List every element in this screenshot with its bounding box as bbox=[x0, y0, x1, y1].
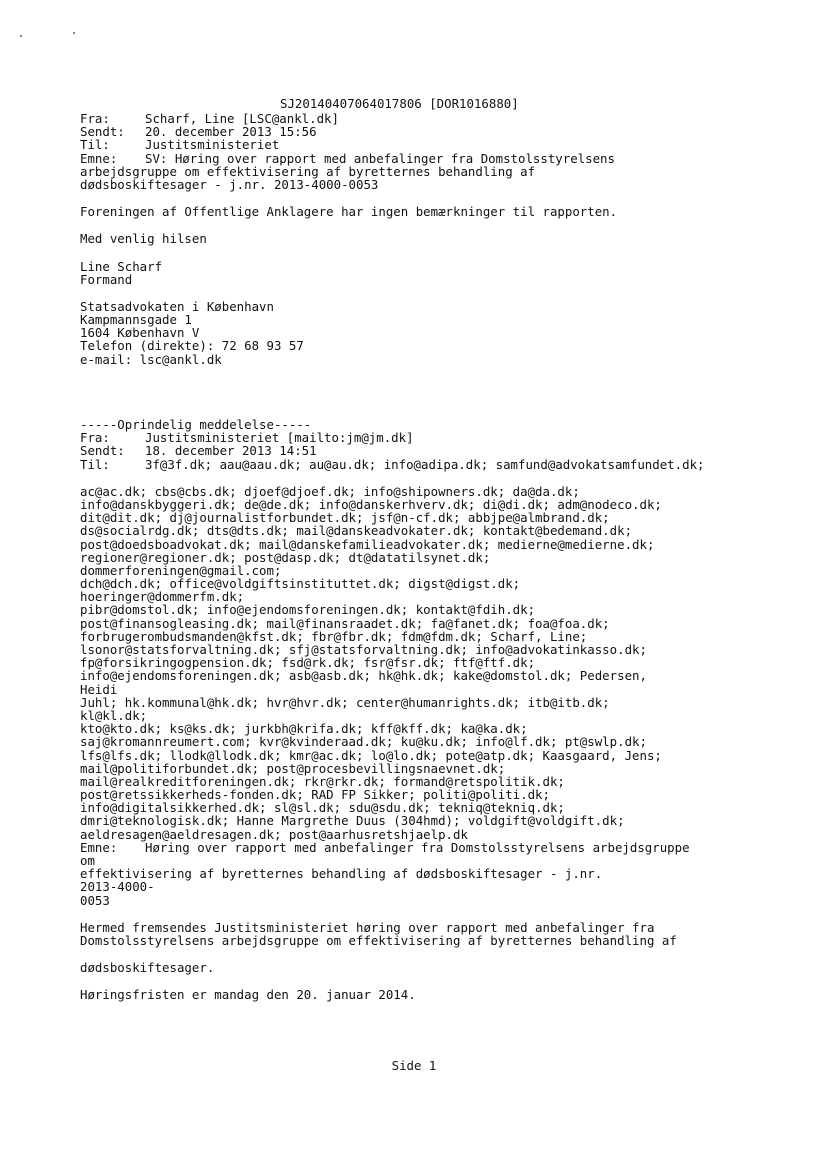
recipient-line: fp@forsikringogpension.dk; fsd@rk.dk; fsr@fsr.dk; ftf@ftf.dk; bbox=[80, 655, 536, 671]
page-number: Side 1 bbox=[391, 1058, 437, 1073]
header-value: Justitsministeriet bbox=[145, 137, 280, 153]
recipient-line: Heidi bbox=[80, 681, 118, 697]
header-value: 3f@3f.dk; aau@aau.dk; au@au.dk; info@adipa.dk; samfund@advokatsamfundet.dk; bbox=[145, 456, 705, 472]
recipient-line: info@danskbyggeri.dk; de@de.dk; info@danskerhverv.dk; di@di.dk; adm@nodeco.dk; bbox=[80, 496, 662, 512]
address-line: Kampmannsgade 1 bbox=[80, 312, 192, 328]
recipient-line: dmri@teknologisk.dk; Hanne Margrethe Duus (304hmd); voldgift@voldgift.dk; bbox=[80, 813, 625, 829]
signature-name: Line Scharf bbox=[80, 258, 163, 274]
original-email bbox=[80, 418, 800, 1002]
greeting: Med venlig hilsen bbox=[80, 231, 207, 247]
address-line: e-mail: lsc@ankl.dk bbox=[80, 351, 222, 367]
reply-body: Foreningen af Offentlige Anklagere har ingen bemærkninger til rapporten. bbox=[80, 204, 618, 220]
recipient-line: mail@politiforbundet.dk; post@procesbevillingsnaevnet.dk; bbox=[80, 760, 506, 776]
body-line: dødsboskiftesager. bbox=[80, 960, 215, 976]
scan-speck bbox=[73, 32, 75, 34]
header-key: Sendt: bbox=[80, 443, 125, 459]
recipient-line: mail@realkreditforeningen.dk; rkr@rkr.dk; formand@retspolitik.dk; bbox=[80, 773, 565, 789]
header-value: 18. december 2013 14:51 bbox=[145, 443, 317, 459]
recipient-line: forbrugerombudsmanden@kfst.dk; fbr@fbr.dk; fdm@fdm.dk; Scharf, Line; bbox=[80, 628, 588, 644]
header-value: 20. december 2013 15:56 bbox=[145, 124, 317, 140]
recipient-line: post@retssikkerheds-fonden.dk; RAD FP Sikker; politi@politi.dk; bbox=[80, 787, 550, 803]
document-id: SJ20140407064017806 [DOR1016880] bbox=[280, 96, 519, 111]
deadline-line: Høringsfristen er mandag den 20. januar 2014. bbox=[80, 987, 416, 1003]
subject-line: om bbox=[80, 853, 95, 868]
scan-speck bbox=[20, 35, 22, 37]
recipient-line: regioner@regioner.dk; post@dasp.dk; dt@datatilsynet.dk; bbox=[80, 549, 491, 565]
recipient-line: post@doedsboadvokat.dk; mail@danskefamilieadvokater.dk; medierne@medierne.dk; bbox=[80, 536, 655, 552]
recipient-line: ac@ac.dk; cbs@cbs.dk; djoef@djoef.dk; info@shipowners.dk; da@da.dk; bbox=[80, 483, 580, 499]
address-line: Telefon (direkte): 72 68 93 57 bbox=[80, 338, 304, 354]
address-line: Statsadvokaten i København bbox=[80, 298, 274, 314]
recipient-line: info@digitalsikkerhed.dk; sl@sl.dk; sdu@sdu.dk; tekniq@tekniq.dk; bbox=[80, 800, 565, 816]
header-value: Scharf, Line [LSC@ankl.dk] bbox=[145, 111, 339, 126]
header-key: Til: bbox=[80, 137, 110, 153]
original-subject-row bbox=[80, 841, 800, 854]
recipient-line: dommerforeningen@gmail.com; bbox=[80, 562, 282, 578]
recipient-line: lsonor@statsforvaltning.dk; sfj@statsforvaltning.dk; info@advokatinkasso.dk; bbox=[80, 642, 647, 657]
address-line: 1604 København V bbox=[80, 325, 200, 341]
header-value: Justitsministeriet [mailto:jm@jm.dk] bbox=[145, 430, 414, 446]
body-line: Domstolsstyrelsens arbejdsgruppe om effektivisering af byretternes behandling af bbox=[80, 932, 677, 948]
subject-continued: arbejdsgruppe om effektivisering af byretternes behandling af bbox=[80, 163, 536, 179]
subject-line: 2013-4000- bbox=[80, 879, 155, 895]
recipient-line: Juhl; hk.kommunal@hk.dk; hvr@hvr.dk; center@humanrights.dk; itb@itb.dk; bbox=[80, 694, 610, 710]
header-key: Emne: bbox=[80, 839, 118, 855]
body-line: Hermed fremsendes Justitsministeriet høring over rapport med anbefalinger fra bbox=[80, 919, 655, 935]
subject-line: effektivisering af byretternes behandling af dødsboskiftesager - j.nr. bbox=[80, 866, 603, 882]
recipient-line: hoeringer@dommerfm.dk; bbox=[80, 589, 245, 605]
original-separator: -----Oprindelig meddelelse----- bbox=[80, 417, 312, 432]
recipient-line: kto@kto.dk; ks@ks.dk; jurkbh@krifa.dk; kff@kff.dk; ka@ka.dk; bbox=[80, 721, 528, 737]
recipient-line: ds@socialrdg.dk; dts@dts.dk; mail@danskeadvokater.dk; kontakt@bedemand.dk; bbox=[80, 523, 633, 539]
header-value: Høring over rapport med anbefalinger fra Domstolsstyrelsens arbejdsgruppe bbox=[145, 839, 690, 855]
recipient-line: post@finansogleasing.dk; mail@finansraadet.dk; fa@fanet.dk; foa@foa.dk; bbox=[80, 615, 610, 631]
recipient-line: dch@dch.dk; office@voldgiftsinstituttet.dk; digst@digst.dk; bbox=[80, 576, 521, 592]
header-key: Sendt: bbox=[80, 124, 125, 140]
original-sent-row bbox=[80, 444, 800, 457]
header-key: Emne: bbox=[80, 150, 118, 166]
reply-subject-row bbox=[80, 152, 800, 165]
subject-continued: dødsboskiftesager - j.nr. 2013-4000-0053 bbox=[80, 176, 379, 192]
header-key: Fra: bbox=[80, 111, 110, 126]
recipient-line: lfs@lfs.dk; llodk@llodk.dk; kmr@ac.dk; lo@lo.dk; pote@atp.dk; Kaasgaard, Jens; bbox=[80, 747, 662, 763]
recipient-line: pibr@domstol.dk; info@ejendomsforeningen.dk; kontakt@fdih.dk; bbox=[80, 602, 536, 618]
header-key: Fra: bbox=[80, 430, 110, 446]
signature-title: Formand bbox=[80, 271, 133, 287]
reply-to-row bbox=[80, 138, 800, 151]
recipient-line: info@ejendomsforeningen.dk; asb@asb.dk; hk@hk.dk; kake@domstol.dk; Pedersen, bbox=[80, 668, 647, 684]
recipient-line: dit@dit.dk; dj@journalistforbundet.dk; jsf@n-cf.dk; abbjpe@almbrand.dk; bbox=[80, 510, 610, 526]
recipient-line: kl@kl.dk; bbox=[80, 707, 148, 723]
subject-line: 0053 bbox=[80, 892, 110, 908]
recipient-line: aeldresagen@aeldresagen.dk; post@aarhusretshjaelp.dk bbox=[80, 826, 468, 842]
original-to-row bbox=[80, 458, 800, 471]
header-value: SV: Høring over rapport med anbefalinger fra Domstolsstyrelsens bbox=[145, 150, 615, 166]
recipient-list bbox=[80, 485, 800, 841]
recipient-line: saj@kromannreumert.com; kvr@kvinderaad.dk; ku@ku.dk; info@lf.dk; pt@swlp.dk; bbox=[80, 734, 647, 750]
reply-email bbox=[80, 112, 800, 366]
header-key: Til: bbox=[80, 456, 110, 472]
